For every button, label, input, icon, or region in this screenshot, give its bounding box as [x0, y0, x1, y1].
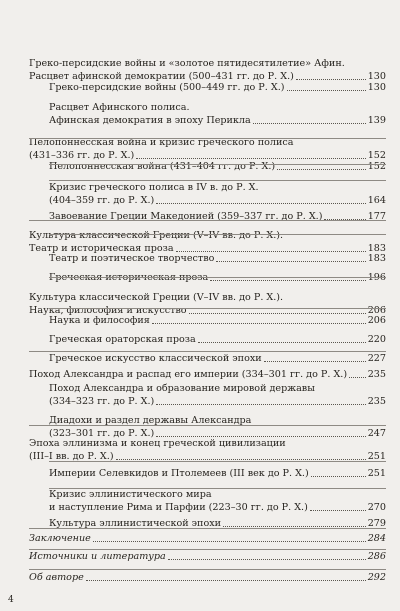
toc-entry: [49, 467, 386, 480]
toc-entry-title: Поход Александра и распад его империи (334–301 гг. до Р. Х.): [29, 369, 348, 380]
divider: [29, 138, 386, 139]
toc-entry-title: (III–I вв. до Р. Х.): [29, 451, 114, 462]
toc-entry-title: Афинская демократия в эпоху Перикла: [49, 115, 251, 126]
toc-page-number: 206: [367, 315, 386, 326]
dot-leader: [310, 510, 366, 511]
divider: [49, 164, 386, 165]
divider: [49, 461, 386, 462]
toc-page-number: 220: [367, 334, 386, 345]
toc-entry: [49, 81, 386, 94]
divider: [49, 308, 386, 309]
toc-entry: [49, 352, 386, 365]
toc-entry-title: Греко-персидские войны и «золотое пятидесятилетие» Афин.: [29, 58, 345, 69]
dot-leader: [86, 580, 366, 581]
toc-entry-title: Греческая ораторская проза: [49, 334, 196, 345]
divider: [29, 425, 386, 426]
toc-page-number: 247: [367, 428, 386, 439]
toc-entry-title: Эпоха эллинизма и конец греческой цивилизации: [29, 438, 286, 449]
dot-leader: [349, 377, 366, 378]
toc-page-number: 235: [367, 396, 386, 407]
toc-page-number: 183: [367, 253, 386, 264]
dot-leader: [116, 459, 366, 460]
toc-page-number: 130: [367, 71, 386, 82]
toc-entry-title: Империи Селевкидов и Птолемеев (III век до Р. Х.): [49, 468, 309, 479]
divider: [49, 180, 386, 181]
toc-entry: [29, 368, 386, 381]
toc-entry: [29, 437, 386, 463]
toc-entry-title: Кризис греческого полиса в IV в. до Р. Х.: [49, 182, 259, 193]
toc-entry: [29, 550, 386, 563]
toc-entry-title: (334–323 гг. до Р. Х.): [49, 396, 155, 407]
toc-page-number: 206: [367, 305, 386, 316]
toc-entry-title: Завоевание Греции Македонией (359–337 гг. до Р. Х.): [49, 211, 323, 222]
toc-entry: [29, 57, 386, 83]
toc-entry: [49, 160, 386, 173]
dot-leader: [296, 79, 366, 80]
dot-leader: [287, 90, 366, 91]
divider: [29, 569, 386, 570]
toc-entry-title: Наука и философия: [49, 315, 150, 326]
dot-leader: [136, 158, 365, 159]
toc-entry-title: Наука, философия и искусство: [29, 305, 187, 316]
toc-page-number: 270: [367, 502, 386, 513]
toc-page-number: 235: [367, 369, 386, 380]
toc-page-number: 183: [367, 243, 386, 254]
toc-entry: [49, 382, 386, 408]
toc-entry-title: Греко-персидские войны (500–449 гг. до Р. Х.): [49, 82, 285, 93]
dot-leader: [223, 526, 366, 527]
dot-leader: [93, 541, 366, 542]
toc-entry-title: Заключение: [29, 533, 91, 544]
toc-entry: [49, 181, 386, 207]
toc-page-number: 251: [367, 451, 386, 462]
toc-entry: [49, 333, 386, 346]
toc-entry-title: Культура классической Греции (V–IV вв. до Р. Х.).: [29, 292, 284, 303]
dot-leader: [156, 203, 365, 204]
toc-entry-title: Греческое искусство классической эпохи: [49, 353, 262, 364]
toc-entry-title: Пелопоннесская война (431–404 гг. до Р. Х.): [49, 161, 276, 172]
toc-page-number: 152: [367, 161, 386, 172]
toc-entry-title: Поход Александра и образование мировой державы: [49, 383, 315, 394]
dot-leader: [277, 169, 366, 170]
dot-leader: [152, 323, 366, 324]
toc-entry-title: Диадохи и раздел державы Александра: [49, 415, 252, 426]
toc-entry-title: Театр и поэтическое творчество: [49, 253, 215, 264]
dot-leader: [264, 361, 366, 362]
dot-leader: [156, 404, 365, 405]
divider: [29, 528, 386, 529]
divider: [29, 549, 386, 550]
toc-entry-title: Культура эллинистической эпохи: [49, 518, 222, 529]
toc-entry: [29, 532, 386, 545]
page-number: 4: [8, 595, 14, 605]
toc-entry-title: Греческая историческая проза: [49, 272, 209, 283]
toc-entry: [49, 314, 386, 327]
toc-entry-title: Об авторе: [29, 572, 84, 583]
toc-entry-title: (404–359 гг. до Р. Х.): [49, 195, 155, 206]
toc-page-number: 292: [367, 572, 386, 583]
toc-page-number: 279: [367, 518, 386, 529]
toc-page-number: 164: [367, 195, 386, 206]
toc-entry-title: Расцвет Афинского полиса.: [49, 102, 190, 113]
toc-entry-title: и наступление Рима и Парфии (223–30 гг. до Р. Х.): [49, 502, 308, 513]
toc-entry-title: Культура классической Греции (V–IV вв. до Р. Х.).: [29, 230, 284, 241]
toc-page-number: 286: [367, 551, 386, 562]
toc-page-number: 177: [367, 211, 386, 222]
toc-page-number: 139: [367, 115, 386, 126]
dot-leader: [210, 280, 365, 281]
toc-entry: [49, 488, 386, 514]
toc-entry: [29, 571, 386, 584]
toc-page-number: 196: [367, 272, 386, 283]
toc-page-number: 130: [367, 82, 386, 93]
toc-page-number: 251: [367, 468, 386, 479]
toc-entry: [49, 210, 386, 223]
toc-page-number: 227: [367, 353, 386, 364]
toc-entry: [29, 136, 386, 162]
toc-entry-title: Источники и литература: [29, 551, 166, 562]
divider: [29, 220, 386, 221]
dot-leader: [253, 123, 366, 124]
toc-entry-title: (323–301 гг. до Р. Х.): [49, 428, 155, 439]
toc-entry-title: (431–336 гг. до Р. Х.): [29, 150, 135, 161]
toc-entry-title: Пелопоннесская война и кризис греческого полиса: [29, 137, 294, 148]
divider: [49, 277, 386, 278]
dot-leader: [311, 476, 366, 477]
divider: [49, 488, 386, 489]
divider: [29, 351, 386, 352]
toc-entry-title: Театр и историческая проза: [29, 243, 174, 254]
divider: [49, 234, 386, 235]
dot-leader: [198, 342, 366, 343]
toc-page-number: 152: [367, 150, 386, 161]
toc-entry: [49, 252, 386, 265]
toc-entry-title: Расцвет афинской демократии (500–431 гг. до Р. Х.): [29, 71, 294, 82]
toc-entry: [49, 101, 386, 127]
toc-entry-title: Кризис эллинистического мира: [49, 489, 212, 500]
toc-page-number: 284: [367, 533, 386, 544]
dot-leader: [216, 261, 365, 262]
dot-leader: [168, 559, 366, 560]
